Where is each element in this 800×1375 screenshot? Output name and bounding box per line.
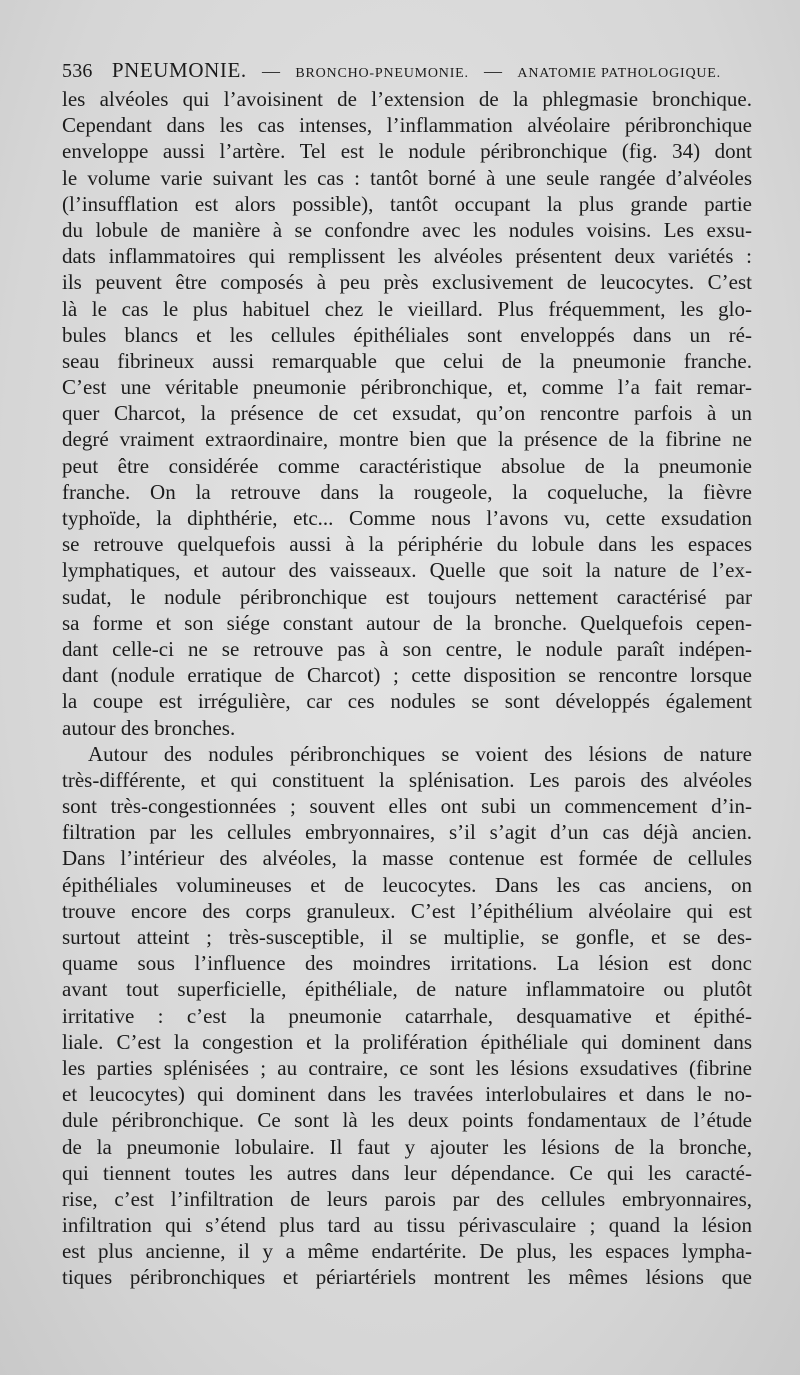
text-line: ils peuvent être composés à peu près exclusivement de leucocytes. C’est xyxy=(62,270,752,295)
text-line: C’est une véritable pneumonie péribronchique, et, comme l’a fait remar- xyxy=(62,375,752,400)
text-line: Dans l’intérieur des alvéoles, la masse contenue est formée de cellules xyxy=(62,846,752,871)
subsection-title: ANATOMIE PATHOLOGIQUE. xyxy=(517,66,721,81)
chapter-title: PNEUMONIE. xyxy=(111,58,247,82)
text-line: irritative : c’est la pneumonie catarrhale, desquamative et épithé- xyxy=(62,1003,752,1028)
text-line: Cependant dans les cas intenses, l’inflammation alvéolaire péribronchique xyxy=(62,113,752,138)
text-line: quame sous l’influence des moindres irritations. La lésion est donc xyxy=(62,951,752,976)
text-line: Autour des nodules péribronchiques se voient des lésions de nature xyxy=(88,741,752,766)
text-line: enveloppe aussi l’artère. Tel est le nodule péribronchique (fig. 34) dont xyxy=(62,139,752,164)
text-line: (l’insufflation est alors possible), tantôt occupant la plus grande partie xyxy=(62,191,752,216)
text-line: les parties splénisées ; au contraire, ce sont les lésions exsudatives (fibrine xyxy=(62,1055,752,1080)
text-line: franche. On la retrouve dans la rougeole, la coqueluche, la fièvre xyxy=(62,479,752,504)
text-line: du lobule de manière à se confondre avec les nodules voisins. Les exsu- xyxy=(62,217,752,242)
text-line: sont très-congestionnées ; souvent elles ont subi un commencement d’in- xyxy=(62,794,752,819)
text-line: est plus ancienne, il y a même endartérite. De plus, les espaces lympha- xyxy=(62,1239,752,1264)
text-line: de la pneumonie lobulaire. Il faut y ajouter les lésions de la bronche, xyxy=(62,1134,752,1159)
text-line: sa forme et son siége constant autour de la bronche. Quelquefois cepen- xyxy=(62,610,752,635)
text-line: dant celle-ci ne se retrouve pas à son centre, le nodule paraît indépen- xyxy=(62,636,752,661)
header-separator: — xyxy=(261,61,281,81)
text-line: dats inflammatoires qui remplissent les alvéoles présentent deux variétés : xyxy=(62,244,752,269)
paragraph xyxy=(62,86,752,741)
text-line: quer Charcot, la présence de cet exsudat, qu’on rencontre parfois à un xyxy=(62,401,752,426)
text-line: sudat, le nodule péribronchique est toujours nettement caractérisé par xyxy=(62,584,752,609)
page-number: 536 xyxy=(62,60,93,82)
text-line: filtration par les cellules embryonnaires, s’il s’agit d’un cas déjà ancien. xyxy=(62,820,752,845)
text-line: trouve encore des corps granuleux. C’est l’épithélium alvéolaire qui est xyxy=(62,898,752,923)
section-title: BRONCHO-PNEUMONIE. xyxy=(295,66,469,81)
text-line: la coupe est irrégulière, car ces nodules se sont développés également xyxy=(62,689,752,714)
text-line: infiltration qui s’étend plus tard au tissu périvasculaire ; quand la lésion xyxy=(62,1213,752,1238)
text-line: le volume varie suivant les cas : tantôt borné à une seule rangée d’alvéoles xyxy=(62,165,752,190)
text-line: et leucocytes) qui dominent dans les travées interlobulaires et dans le no- xyxy=(62,1082,752,1107)
text-line: typhoïde, la diphthérie, etc... Comme nous l’avons vu, cette exsudation xyxy=(62,506,752,530)
text-line: degré vraiment extraordinaire, montre bien que la présence de la fibrine ne xyxy=(62,427,752,452)
body-text xyxy=(62,86,752,1291)
running-header xyxy=(62,58,752,84)
text-line: seau fibrineux aussi remarquable que celui de la pneumonie franche. xyxy=(62,348,752,373)
text-line: liale. C’est la congestion et la prolifération épithéliale qui dominent dans xyxy=(62,1029,752,1054)
text-line: tiques péribronchiques et périartériels montrent les mêmes lésions que xyxy=(62,1265,752,1290)
header-separator: — xyxy=(484,61,503,81)
text-line: dule péribronchique. Ce sont là les deux points fondamentaux de l’étude xyxy=(62,1108,752,1133)
text-line: épithéliales volumineuses et de leucocytes. Dans les cas anciens, on xyxy=(62,872,752,897)
text-line: autour des bronches. xyxy=(62,715,236,740)
text-line: bules blancs et les cellules épithéliales sont enveloppés dans un ré- xyxy=(62,322,752,347)
text-line: surtout atteint ; très-susceptible, il se multiplie, se gonfle, et se des- xyxy=(62,925,752,949)
text-line: très-différente, et qui constituent la splénisation. Les parois des alvéoles xyxy=(62,767,752,792)
text-line: avant tout superficielle, épithéliale, de nature inflammatoire ou plutôt xyxy=(62,977,752,1002)
text-line: les alvéoles qui l’avoisinent de l’extension de la phlegmasie bronchique. xyxy=(62,87,752,111)
paragraph xyxy=(62,741,752,1291)
text-line: qui tiennent toutes les autres dans leur dépendance. Ce qui les caracté- xyxy=(62,1160,752,1185)
text-line: se retrouve quelquefois aussi à la périphérie du lobule dans les espaces xyxy=(62,532,752,557)
text-line: là le cas le plus habituel chez le vieillard. Plus fréquemment, les glo- xyxy=(62,296,752,321)
text-line: peut être considérée comme caractéristique absolue de la pneumonie xyxy=(62,453,752,478)
text-line: dant (nodule erratique de Charcot) ; cette disposition se rencontre lorsque xyxy=(62,663,752,688)
text-line: lymphatiques, et autour des vaisseaux. Quelle que soit la nature de l’ex- xyxy=(62,558,752,583)
text-line: rise, c’est l’infiltration de leurs parois par des cellules embryonnaires, xyxy=(62,1186,752,1211)
